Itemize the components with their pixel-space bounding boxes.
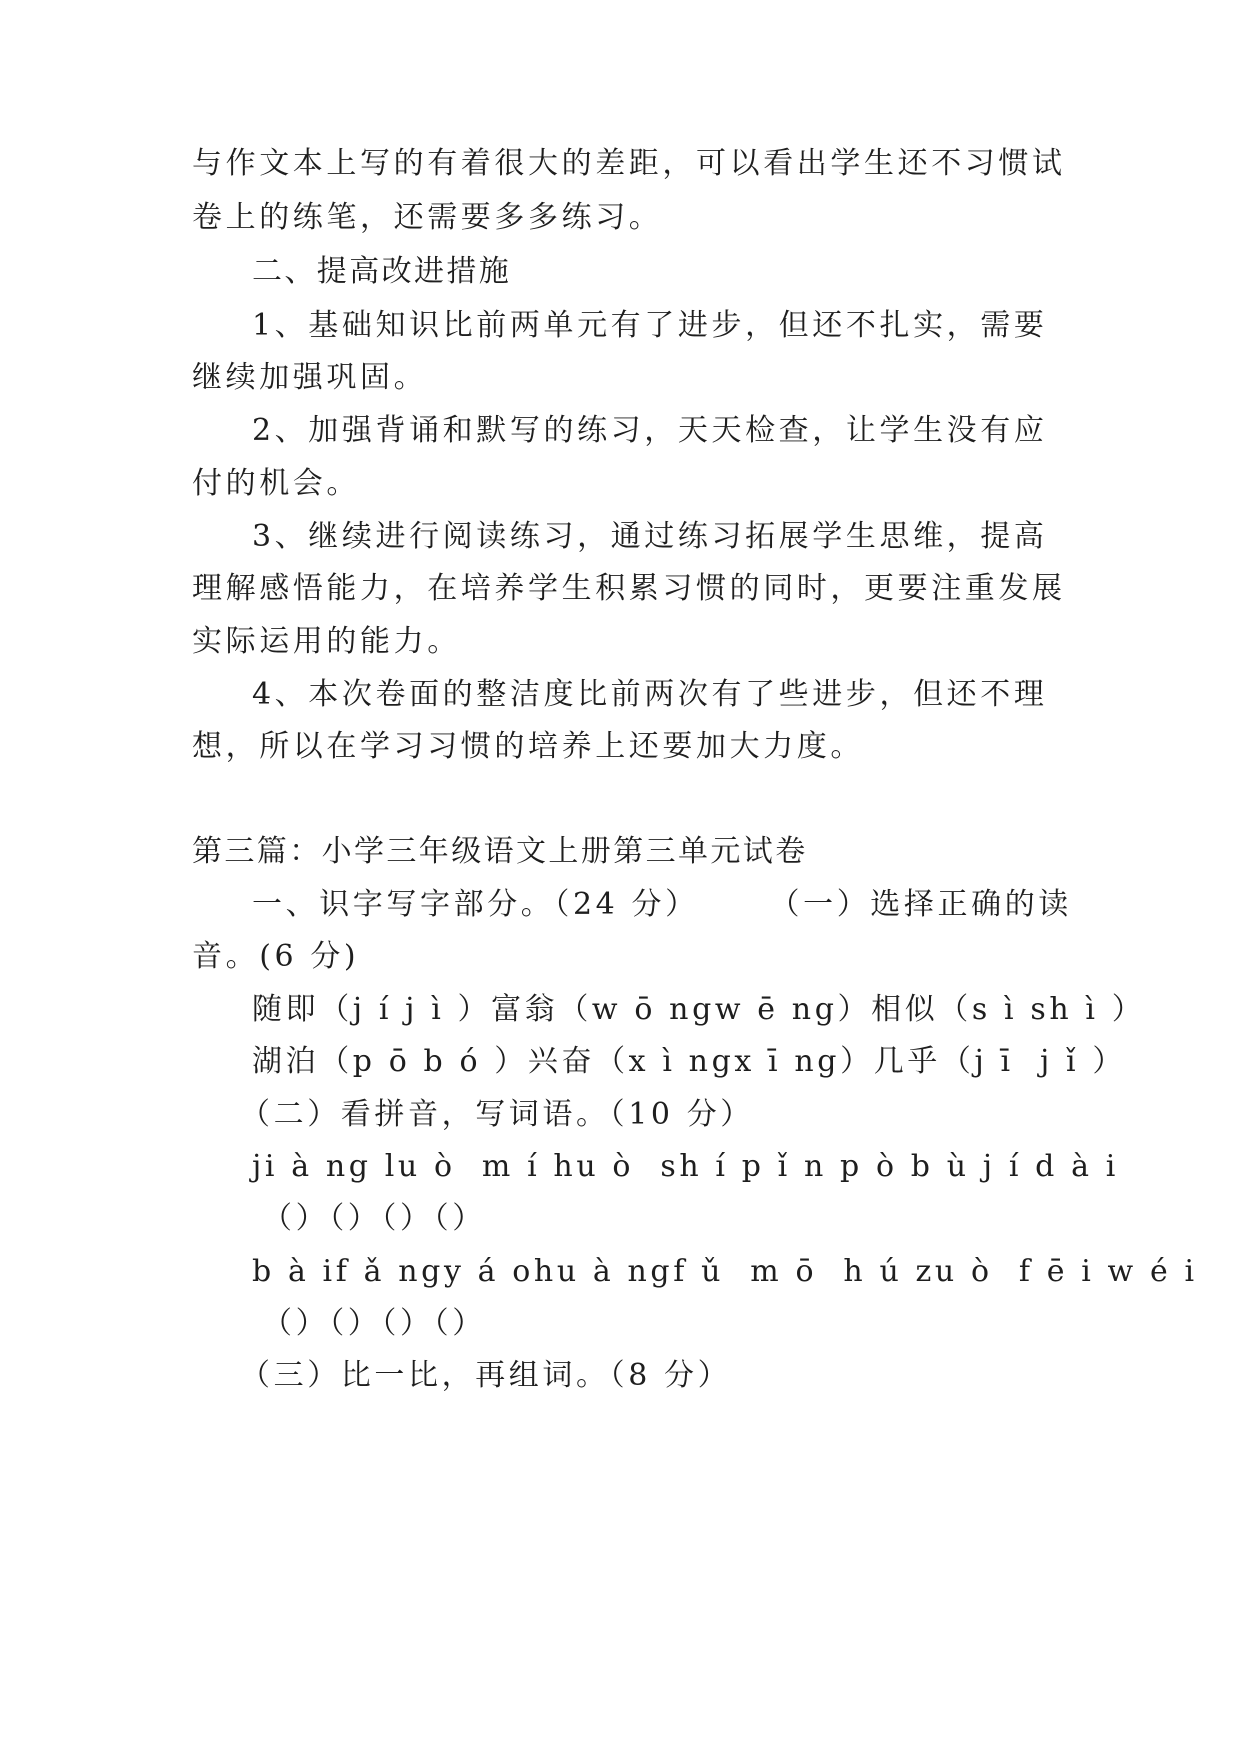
paragraph-line: 卷上的练笔，还需要多多练习。	[192, 200, 663, 235]
measure-item-3-cont: 实际运用的能力。	[192, 624, 461, 659]
measure-item-4: 4、本次卷面的整洁度比前两次有了些进步，但还不理	[252, 677, 1048, 712]
subsection-heading: （二）看拼音，写词语。（10 分）	[240, 1097, 754, 1132]
paragraph-line: 与作文本上写的有着很大的差距，可以看出学生还不习惯试	[192, 146, 1066, 181]
pinyin-row: ji à ng lu ò m í hu ò sh í p ǐ n p ò b ù j í d à i	[252, 1149, 1119, 1184]
part-title: 第三篇：小学三年级语文上册第三单元试卷	[192, 834, 808, 869]
subsection-heading: （三）比一比，再组词。（8 分）	[240, 1358, 732, 1393]
measure-item-2: 2、加强背诵和默写的练习，天天检查，让学生没有应	[252, 413, 1048, 448]
pinyin-row: b à if ǎ ngy á ohu à ngf ǔ m ō h ú zu ò f ē i w é i	[252, 1254, 1198, 1289]
section-heading: 二、提高改进措施	[252, 254, 512, 289]
answer-blanks-row: （）（）（）（）	[262, 1201, 486, 1236]
measure-item-4-cont: 想，所以在学习习惯的培养上还要加大力度。	[192, 729, 864, 764]
measure-item-1: 1、基础知识比前两单元有了进步，但还不扎实，需要	[252, 308, 1048, 343]
measure-item-2-cont: 付的机会。	[192, 466, 360, 501]
measure-item-1-cont: 继续加强巩固。	[192, 360, 428, 395]
exam-section-1-cont: 音。(6 分)	[192, 939, 360, 974]
reading-choice-row: 随即（j í j ì ）富翁（w ō ngw ē ng）相似（s ì sh ì ）	[252, 992, 1146, 1027]
answer-blanks-row: （）（）（）（）	[262, 1306, 486, 1341]
measure-item-3-cont: 理解感悟能力，在培养学生积累习惯的同时，更要注重发展	[192, 571, 1066, 606]
exam-section-1: 一、识字写字部分。（24 分） （一）选择正确的读	[252, 887, 1072, 922]
measure-item-3: 3、继续进行阅读练习，通过练习拓展学生思维，提高	[252, 519, 1048, 554]
reading-choice-row: 湖泊（p ō b ó ）兴奋（x ì ngx ī ng）几乎（j ī j ǐ ）	[252, 1044, 1126, 1079]
